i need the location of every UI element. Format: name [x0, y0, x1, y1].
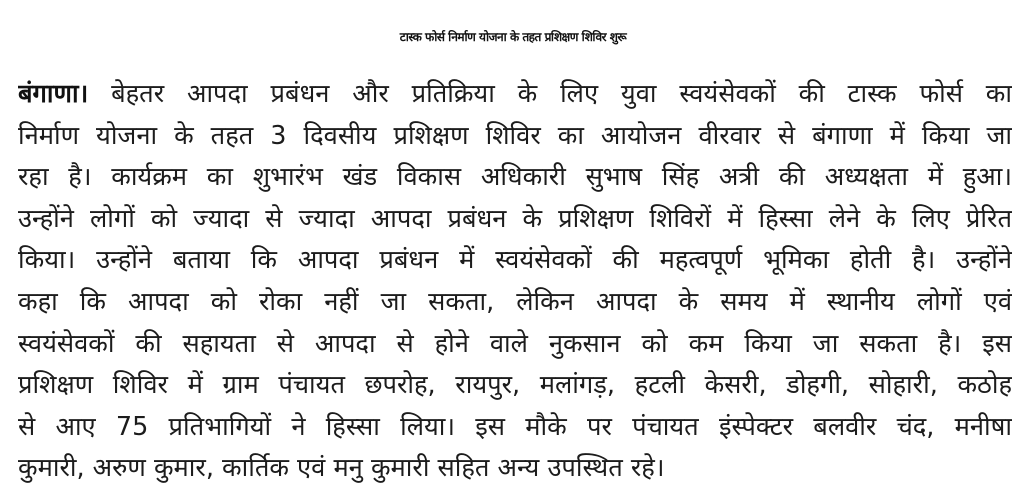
article-line: निर्माण योजना के तहत 3 दिवसीय प्रशिक्षण शिविर का आयोजन वीरवार से बंगाणा में किया जा [18, 120, 1012, 151]
article-line: रहा है। कार्यक्रम का शुभारंभ खंड विकास अधिकारी सुभाष सिंह अत्री की अध्यक्षता में हुआ। [18, 162, 1012, 193]
article-body [18, 74, 1012, 490]
article-line: कहा कि आपदा को रोका नहीं जा सकता, लेकिन आपदा के समय में स्थानीय लोगों एवं [18, 286, 1012, 317]
headline: टास्क फोर्स निर्माण योजना के तहत प्रशिक्षण शिविर शुरू [399, 30, 627, 44]
dateline: बंगाणा। [18, 79, 89, 109]
article-line: से आए 75 प्रतिभागियों ने हिस्सा लिया। इस मौके पर पंचायत इंस्पेक्टर बलवीर चंद, मनीषा [18, 411, 1012, 442]
article-line: उन्होंने लोगों को ज्यादा से ज्यादा आपदा प्रबंधन के प्रशिक्षण शिविरों में हिस्सा लेने के लिए प्रेरित [18, 203, 1012, 234]
article-line: किया। उन्होंने बताया कि आपदा प्रबंधन में स्वयंसेवकों की महत्वपूर्ण भूमिका होती है। उन्होंने [18, 245, 1012, 276]
article-line: कुमारी, अरुण कुमार, कार्तिक एवं मनु कुमारी सहित अन्य उपस्थित रहे। [18, 453, 665, 484]
article-line [18, 74, 1012, 116]
article-line: प्रशिक्षण शिविर में ग्राम पंचायत छपरोह, रायपुर, मलांगड़, हटली केसरी, डोहगी, सोहारी, कठोह [18, 370, 1012, 401]
article-line-text: बेहतर आपदा प्रबंधन और प्रतिक्रिया के लिए युवा स्वयंसेवकों की टास्क फोर्स का [88, 79, 1012, 109]
article-line: स्वयंसेवकों की सहायता से आपदा से होने वाले नुकसान को कम किया जा सकता है। इस [18, 328, 1012, 359]
